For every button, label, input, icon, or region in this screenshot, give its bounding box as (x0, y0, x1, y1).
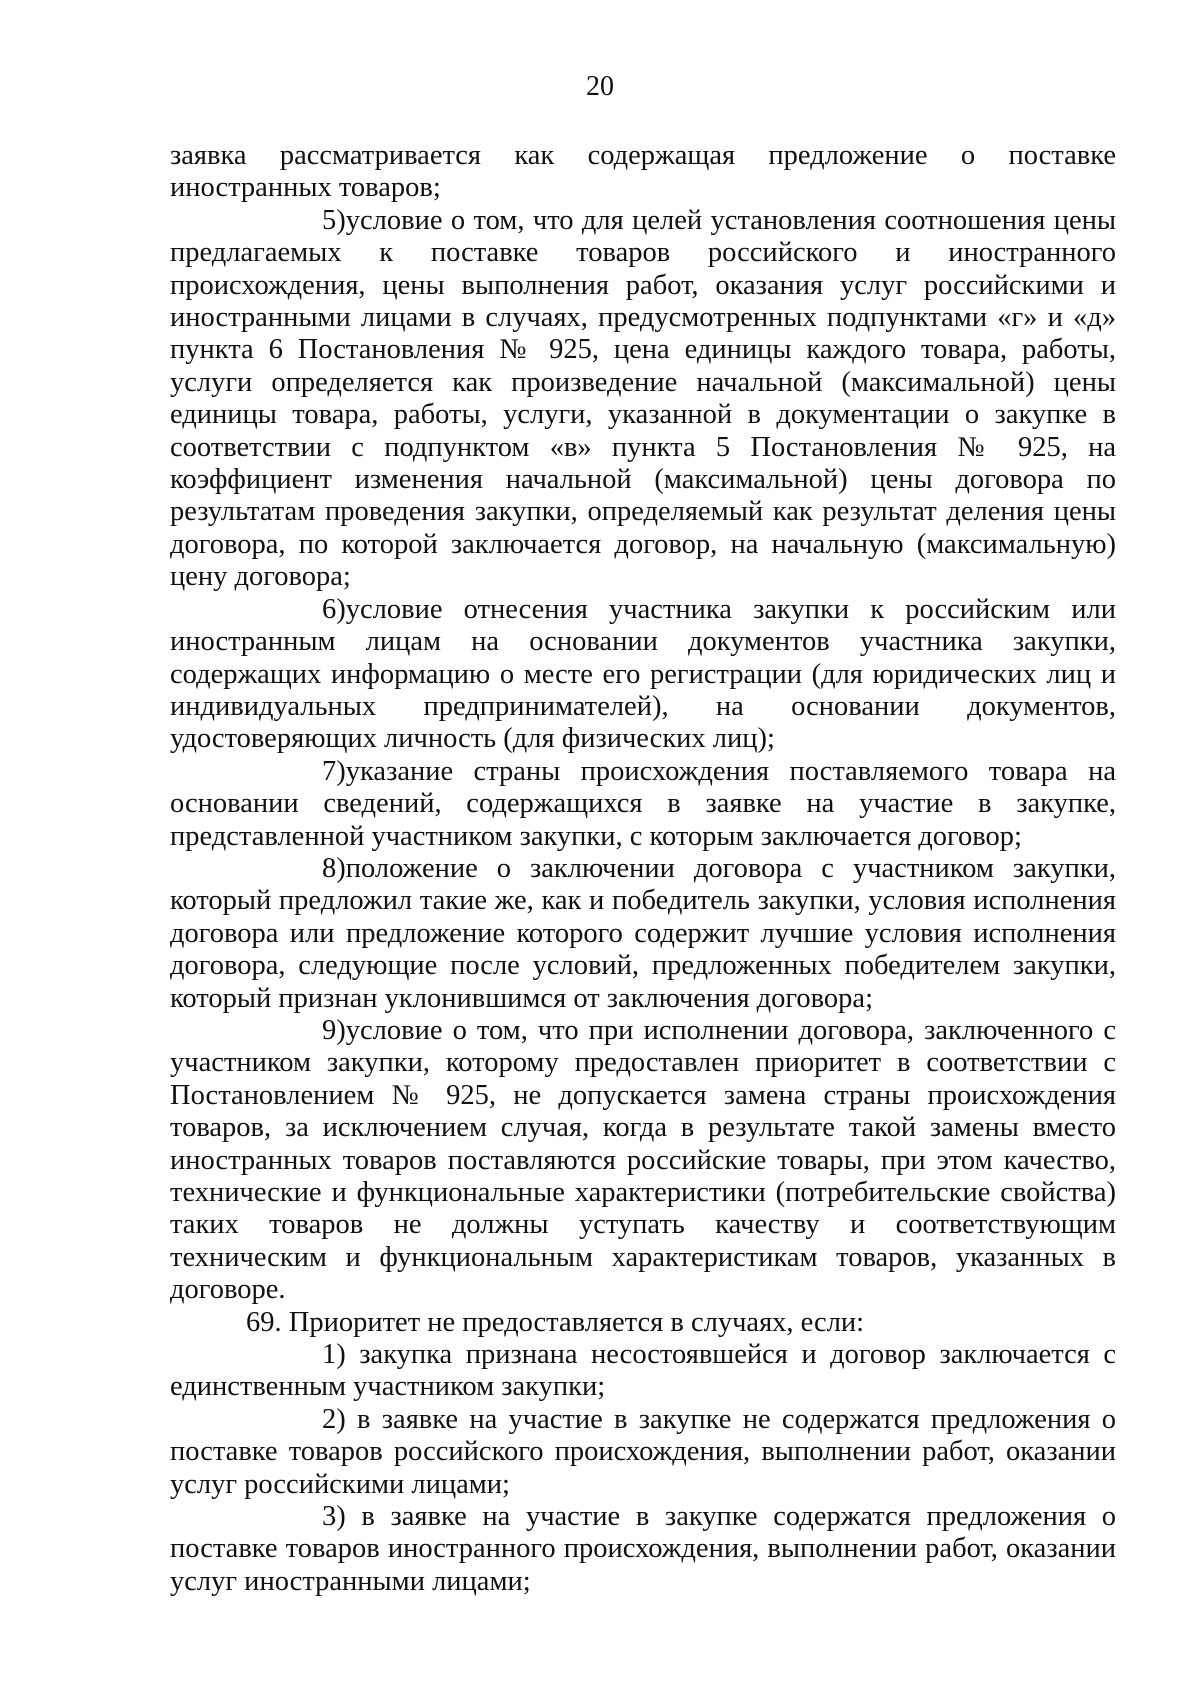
clause-69 (170, 1307, 1116, 1339)
list-item-number: 1) (322, 1339, 346, 1371)
list-item-text: указание страны происхождения поставляемого товара на основании сведений, содержащихся в заявке на участие в закупке, представленной участником закупки, с которым заключается договор; (170, 755, 1116, 852)
list-item-text: условие о том, что для целей установления соотношения цены предлагаемых к поставке товаров российского и иностранного происхождения, цены выполнения работ, оказания услуг российскими и иностранными лицами в случаях, предусмотренных подпунктами «г» и «д» пункта 6 Постановления № 925, цена единицы каждого товара, работы, услуги определяется как произведение начальной (максимальной) цены единицы товара, работы, услуги, указанной в документации о закупке в соответствии с подпунктом «в» пункта 5 Постановления № 925, на коэффициент изменения начальной (максимальной) цены договора по результатам проведения закупки, определяемый как результат деления цены договора, по которой заключается договор, на начальную (максимальную) цену договора; (170, 204, 1116, 593)
list-item-8 (170, 853, 1116, 1015)
paragraph-continuation (170, 140, 1116, 205)
list-item-number: 6) (322, 593, 346, 625)
list-item-5 (170, 205, 1116, 594)
paragraph-text: заявка рассматривается как содержащая предложение о поставке иностранных товаров; (170, 140, 1116, 204)
list-item-text: закупка признана несостоявшейся и договор заключается с единственным участником закупки; (170, 1339, 1116, 1403)
list-item-number: 9) (322, 1014, 346, 1046)
list-item-number: 3) (322, 1501, 346, 1533)
list-item-number: 5) (322, 204, 346, 236)
list-item-9 (170, 1015, 1116, 1307)
list-item-number: 7) (322, 755, 346, 787)
list-item-number: 8) (322, 852, 346, 884)
list-item-number: 2) (322, 1403, 346, 1435)
sub-item-2 (170, 1404, 1116, 1501)
sub-item-3 (170, 1501, 1116, 1598)
list-item-text: в заявке на участие в закупке содержатся предложения о поставке товаров иностранного происхождения, выполнении работ, оказании услуг иностранными лицами; (170, 1501, 1117, 1597)
list-item-7 (170, 756, 1116, 853)
list-item-text: положение о заключении договора с участником закупки, который предложил такие же, как и победитель закупки, условия исполнения договора или предложение которого содержит лучшие условия исполнения договора, следующие после условий, предложенных победителем закупки, который признан уклонившимся от заключения договора; (170, 852, 1116, 1014)
page-number: 20 (586, 71, 614, 102)
list-item-6 (170, 594, 1116, 756)
list-item-text: в заявке на участие в закупке не содержатся предложения о поставке товаров российского происхождения, выполнении работ, оказании услуг российскими лицами; (170, 1403, 1116, 1500)
sub-item-1 (170, 1339, 1116, 1404)
clause-text: 69. Приоритет не предоставляется в случаях, если: (246, 1306, 865, 1338)
list-item-text: условие отнесения участника закупки к российским или иностранным лицам на основании документов участника закупки, содержащих информацию о месте его регистрации (для юридических лиц и индивидуальных предпринимателей), на основании документов, удостоверяющих личность (для физических лиц); (170, 593, 1116, 755)
document-body (170, 140, 1116, 1598)
list-item-text: условие о том, что при исполнении договора, заключенного с участником закупки, которому предоставлен приоритет в соответствии с Постановлением № 925, не допускается замена страны происхождения товаров, за исключением случая, когда в результате такой замены вместо иностранных товаров поставляются российские товары, при этом качество, технические и функциональные характеристики (потребительские свойства) таких товаров не должны уступать качеству и соответствующим техническим и функциональным характеристикам товаров, указанных в договоре. (170, 1014, 1116, 1306)
